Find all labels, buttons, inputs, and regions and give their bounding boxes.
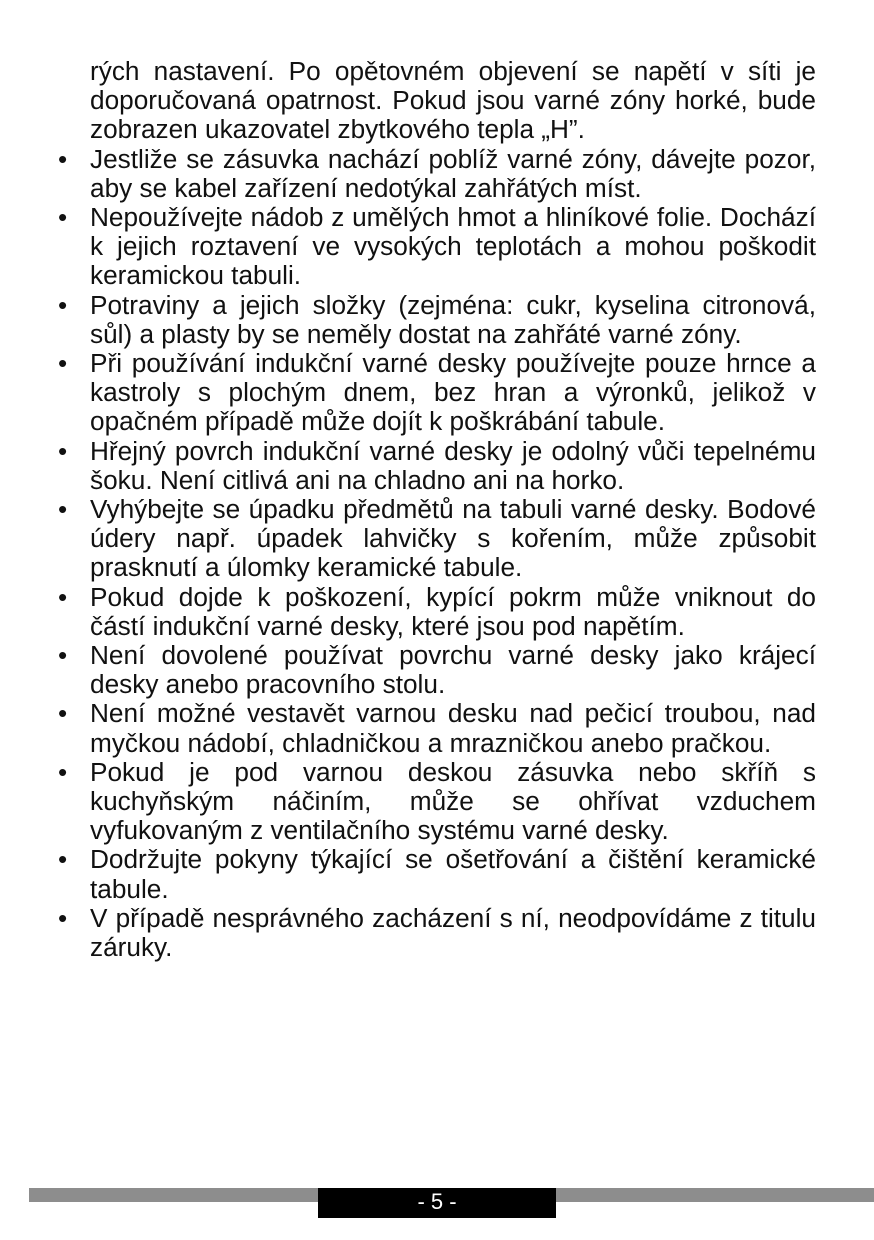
- bullet-icon: •: [58, 581, 68, 612]
- bullet-icon: •: [58, 494, 68, 525]
- bullet-icon: •: [58, 756, 68, 787]
- bullet-icon: •: [58, 289, 68, 320]
- list-item: [58, 583, 816, 641]
- list-item: [58, 203, 816, 291]
- continuation-paragraph: rých nastavení. Po opětovném objevení se napětí v síti je doporučovaná opatrnost. Pokud jsou varné zóny horké, bude zobrazen ukazovatel zbytkového tepla „H”.: [90, 56, 816, 145]
- list-item: [58, 437, 816, 495]
- list-item: [58, 145, 816, 203]
- list-item-text: Pokud dojde k poškození, kypící pokrm může vniknout do částí indukční varné desky, které jsou pod napětím.: [90, 581, 816, 641]
- list-item-text: Jestliže se zásuvka nachází poblíž varné zóny, dávejte pozor, aby se kabel zařízení nedotýkal zahřátých míst.: [90, 143, 816, 203]
- bullet-icon: •: [58, 348, 68, 379]
- bullet-icon: •: [58, 640, 68, 671]
- bullet-icon: •: [58, 435, 68, 466]
- list-item-text: Pokud je pod varnou deskou zásuvka nebo skříň s kuchyňským náčiním, může se ohřívat vzduchem vyfukovaným z ventilačního systému varné desky.: [90, 756, 816, 846]
- list-item-text: Dodržujte pokyny týkající se ošetřování a čištění keramické tabule.: [90, 844, 816, 904]
- list-item: [58, 641, 816, 699]
- list-item-text: V případě nesprávného zacházení s ní, neodpovídáme z titulu záruky.: [90, 902, 816, 963]
- list-item: [58, 349, 816, 437]
- bullet-icon: •: [58, 844, 68, 875]
- list-item-text: Potraviny a jejich složky (zejména: cukr, kyselina citronová, sůl) a plasty by se neměly dostat na zahřáté varné zóny.: [90, 289, 816, 349]
- list-item: [58, 758, 816, 846]
- bullet-icon: •: [58, 698, 68, 729]
- page-content: [58, 57, 816, 962]
- list-item-text: Při používání indukční varné desky používejte pouze hrnce a kastroly s plochým dnem, bez hran a výronků, jelikož v opačném případě může dojít k poškrábání tabule.: [90, 348, 816, 437]
- list-item-text: Není možné vestavět varnou desku nad pečicí troubou, nad myčkou nádobí, chladničkou a mrazničkou anebo pračkou.: [90, 698, 816, 758]
- list-item-text: Nepoužívejte nádob z umělých hmot a hliníkové folie. Dochází k jejich roztavení ve vysokých teplotách a mohou poškodit keramickou tabuli.: [90, 202, 816, 291]
- list-item: [58, 495, 816, 583]
- list-item-text: Není dovolené používat povrchu varné desky jako krájecí desky anebo pracovního stolu.: [90, 640, 816, 700]
- page-number: - 5 -: [318, 1188, 556, 1218]
- bullet-icon: •: [58, 902, 68, 933]
- bullet-icon: •: [58, 143, 68, 174]
- list-item-text: Hřejný povrch indukční varné desky je odolný vůči tepelnému šoku. Není citlivá ani na chladno ani na horko.: [90, 435, 816, 495]
- bullet-icon: •: [58, 202, 68, 233]
- list-item: [58, 904, 816, 962]
- safety-bullet-list: [58, 145, 816, 963]
- list-item: [58, 699, 816, 757]
- list-item: [58, 845, 816, 903]
- list-item: [58, 291, 816, 349]
- list-item-text: Vyhýbejte se úpadku předmětů na tabuli varné desky. Bodové údery např. úpadek lahvičky s kořením, může způsobit prasknutí a úlomky keramické tabule.: [90, 494, 816, 583]
